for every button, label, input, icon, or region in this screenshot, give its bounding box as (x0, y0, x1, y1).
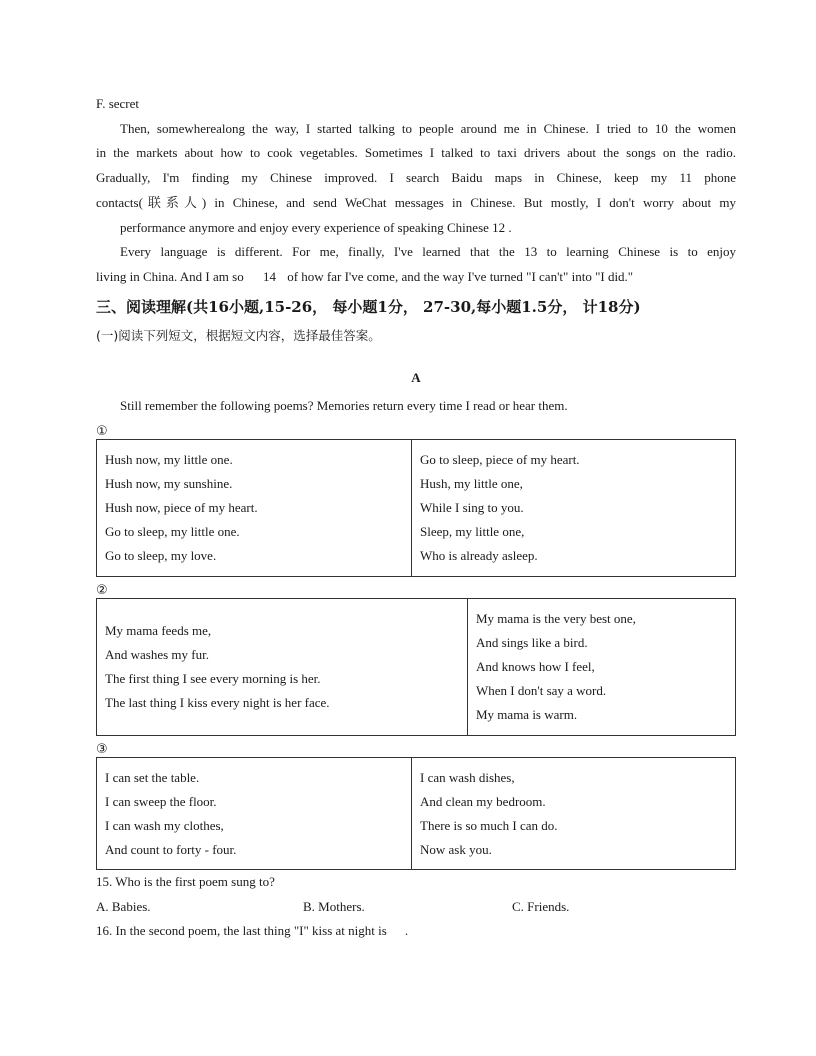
poem-line: And sings like a bird. (476, 635, 588, 651)
poem-line: I can wash dishes, (420, 769, 515, 785)
poem-line: Hush now, my little one. (105, 452, 233, 468)
poem-marker: ② (96, 583, 108, 599)
option-a[interactable]: A. Babies. (96, 899, 151, 915)
poem-line: And knows how I feel, (476, 659, 595, 675)
passage-line: Gradually, I'm finding my Chinese improved. I search Baidu maps in Chinese, keep my 11 phone (96, 170, 736, 186)
poem-table (96, 598, 736, 736)
document-page (96, 92, 736, 944)
passage-line: in the markets about how to cook vegetables. Sometimes I talked to taxi drivers about the songs on the radio. (96, 145, 736, 161)
poem-left-column (97, 599, 468, 736)
poem-line: Sleep, my little one, (420, 524, 525, 540)
poem-line: Hush now, my sunshine. (105, 476, 233, 492)
poem-line: And washes my fur. (105, 647, 209, 663)
poem-line: I can wash my clothes, (105, 817, 224, 833)
poem-line: My mama is warm. (476, 707, 578, 723)
poem-line: And clean my bedroom. (420, 793, 546, 809)
question-end: . (404, 923, 409, 939)
question-15-options (96, 895, 736, 919)
reading-intro: Still remember the following poems? Memories return every time I read or hear them. (120, 397, 568, 413)
poem-line: And count to forty - four. (105, 841, 237, 857)
poem-line: Who is already asleep. (420, 548, 538, 564)
passage-text: Every language is different. For me, finally, I've learned that the (120, 244, 515, 260)
poem-table (96, 439, 736, 577)
passage-text: living in China. And I am so (96, 268, 244, 284)
option-b[interactable]: B. Mothers. (303, 899, 365, 915)
passage-line (96, 240, 736, 265)
poem-table (96, 757, 736, 870)
poem-line: There is so much I can do. (420, 817, 558, 833)
passage-line: Then, somewherealong the way, I started talking to people around me in Chinese. I tried to 10 the women (120, 120, 736, 136)
poem-line: Now ask you. (420, 841, 492, 857)
poem-line: When I don't say a word. (476, 683, 607, 699)
blank-14: 14 (262, 268, 276, 284)
poem-line: The first thing I see every morning is her. (105, 671, 321, 687)
poem-right-column (412, 440, 736, 577)
poem-left-column (97, 440, 412, 577)
poem-right-column (468, 599, 736, 736)
reading-title: A (411, 369, 421, 385)
passage-line: performance anymore and enjoy every experience of speaking Chinese 12 . (120, 219, 512, 235)
section-heading: 三、阅读理解(共16小题,15-26， 每小题1分， 27-30,每小题1.5分， 计18分) (96, 297, 641, 316)
option-c[interactable]: C. Friends. (512, 899, 570, 915)
passage-text: of how far I've come, and the way I've turned "I can't" into "I did." (287, 268, 634, 284)
question-text: 16. In the second poem, the last thing "I" kiss at night is (96, 923, 387, 939)
poem-line: Hush now, piece of my heart. (105, 500, 258, 516)
poem-line: My mama is the very best one, (476, 611, 636, 627)
question-16-stem (96, 919, 736, 944)
poem-marker: ③ (96, 742, 108, 758)
poem-line: I can set the table. (105, 769, 200, 785)
question-15-stem: 15. Who is the first poem sung to? (96, 874, 275, 890)
poem-line: Go to sleep, my love. (105, 548, 217, 564)
section-subheading: (一)阅读下列短文，根据短文内容，选择最佳答案。 (96, 327, 381, 343)
poem-line: My mama feeds me, (105, 623, 212, 639)
poem-line: Hush, my little one, (420, 476, 523, 492)
passage-line (96, 265, 736, 290)
poem-line: Go to sleep, my little one. (105, 524, 240, 540)
option-f: F. secret (96, 96, 139, 111)
passage-line: contacts(联系人) in Chinese, and send WeChat messages in Chinese. But mostly, I don't worry about my (96, 194, 736, 210)
poem-right-column (412, 758, 736, 870)
poem-line: I can sweep the floor. (105, 793, 217, 809)
poem-marker: ① (96, 424, 108, 440)
passage-text: to learning Chinese is to enjoy (546, 244, 737, 260)
poem-line: Go to sleep, piece of my heart. (420, 452, 580, 468)
blank-13: 13 (524, 244, 538, 260)
poem-line: While I sing to you. (420, 500, 524, 516)
poem-left-column (97, 758, 412, 870)
poem-line: The last thing I kiss every night is her face. (105, 695, 330, 711)
